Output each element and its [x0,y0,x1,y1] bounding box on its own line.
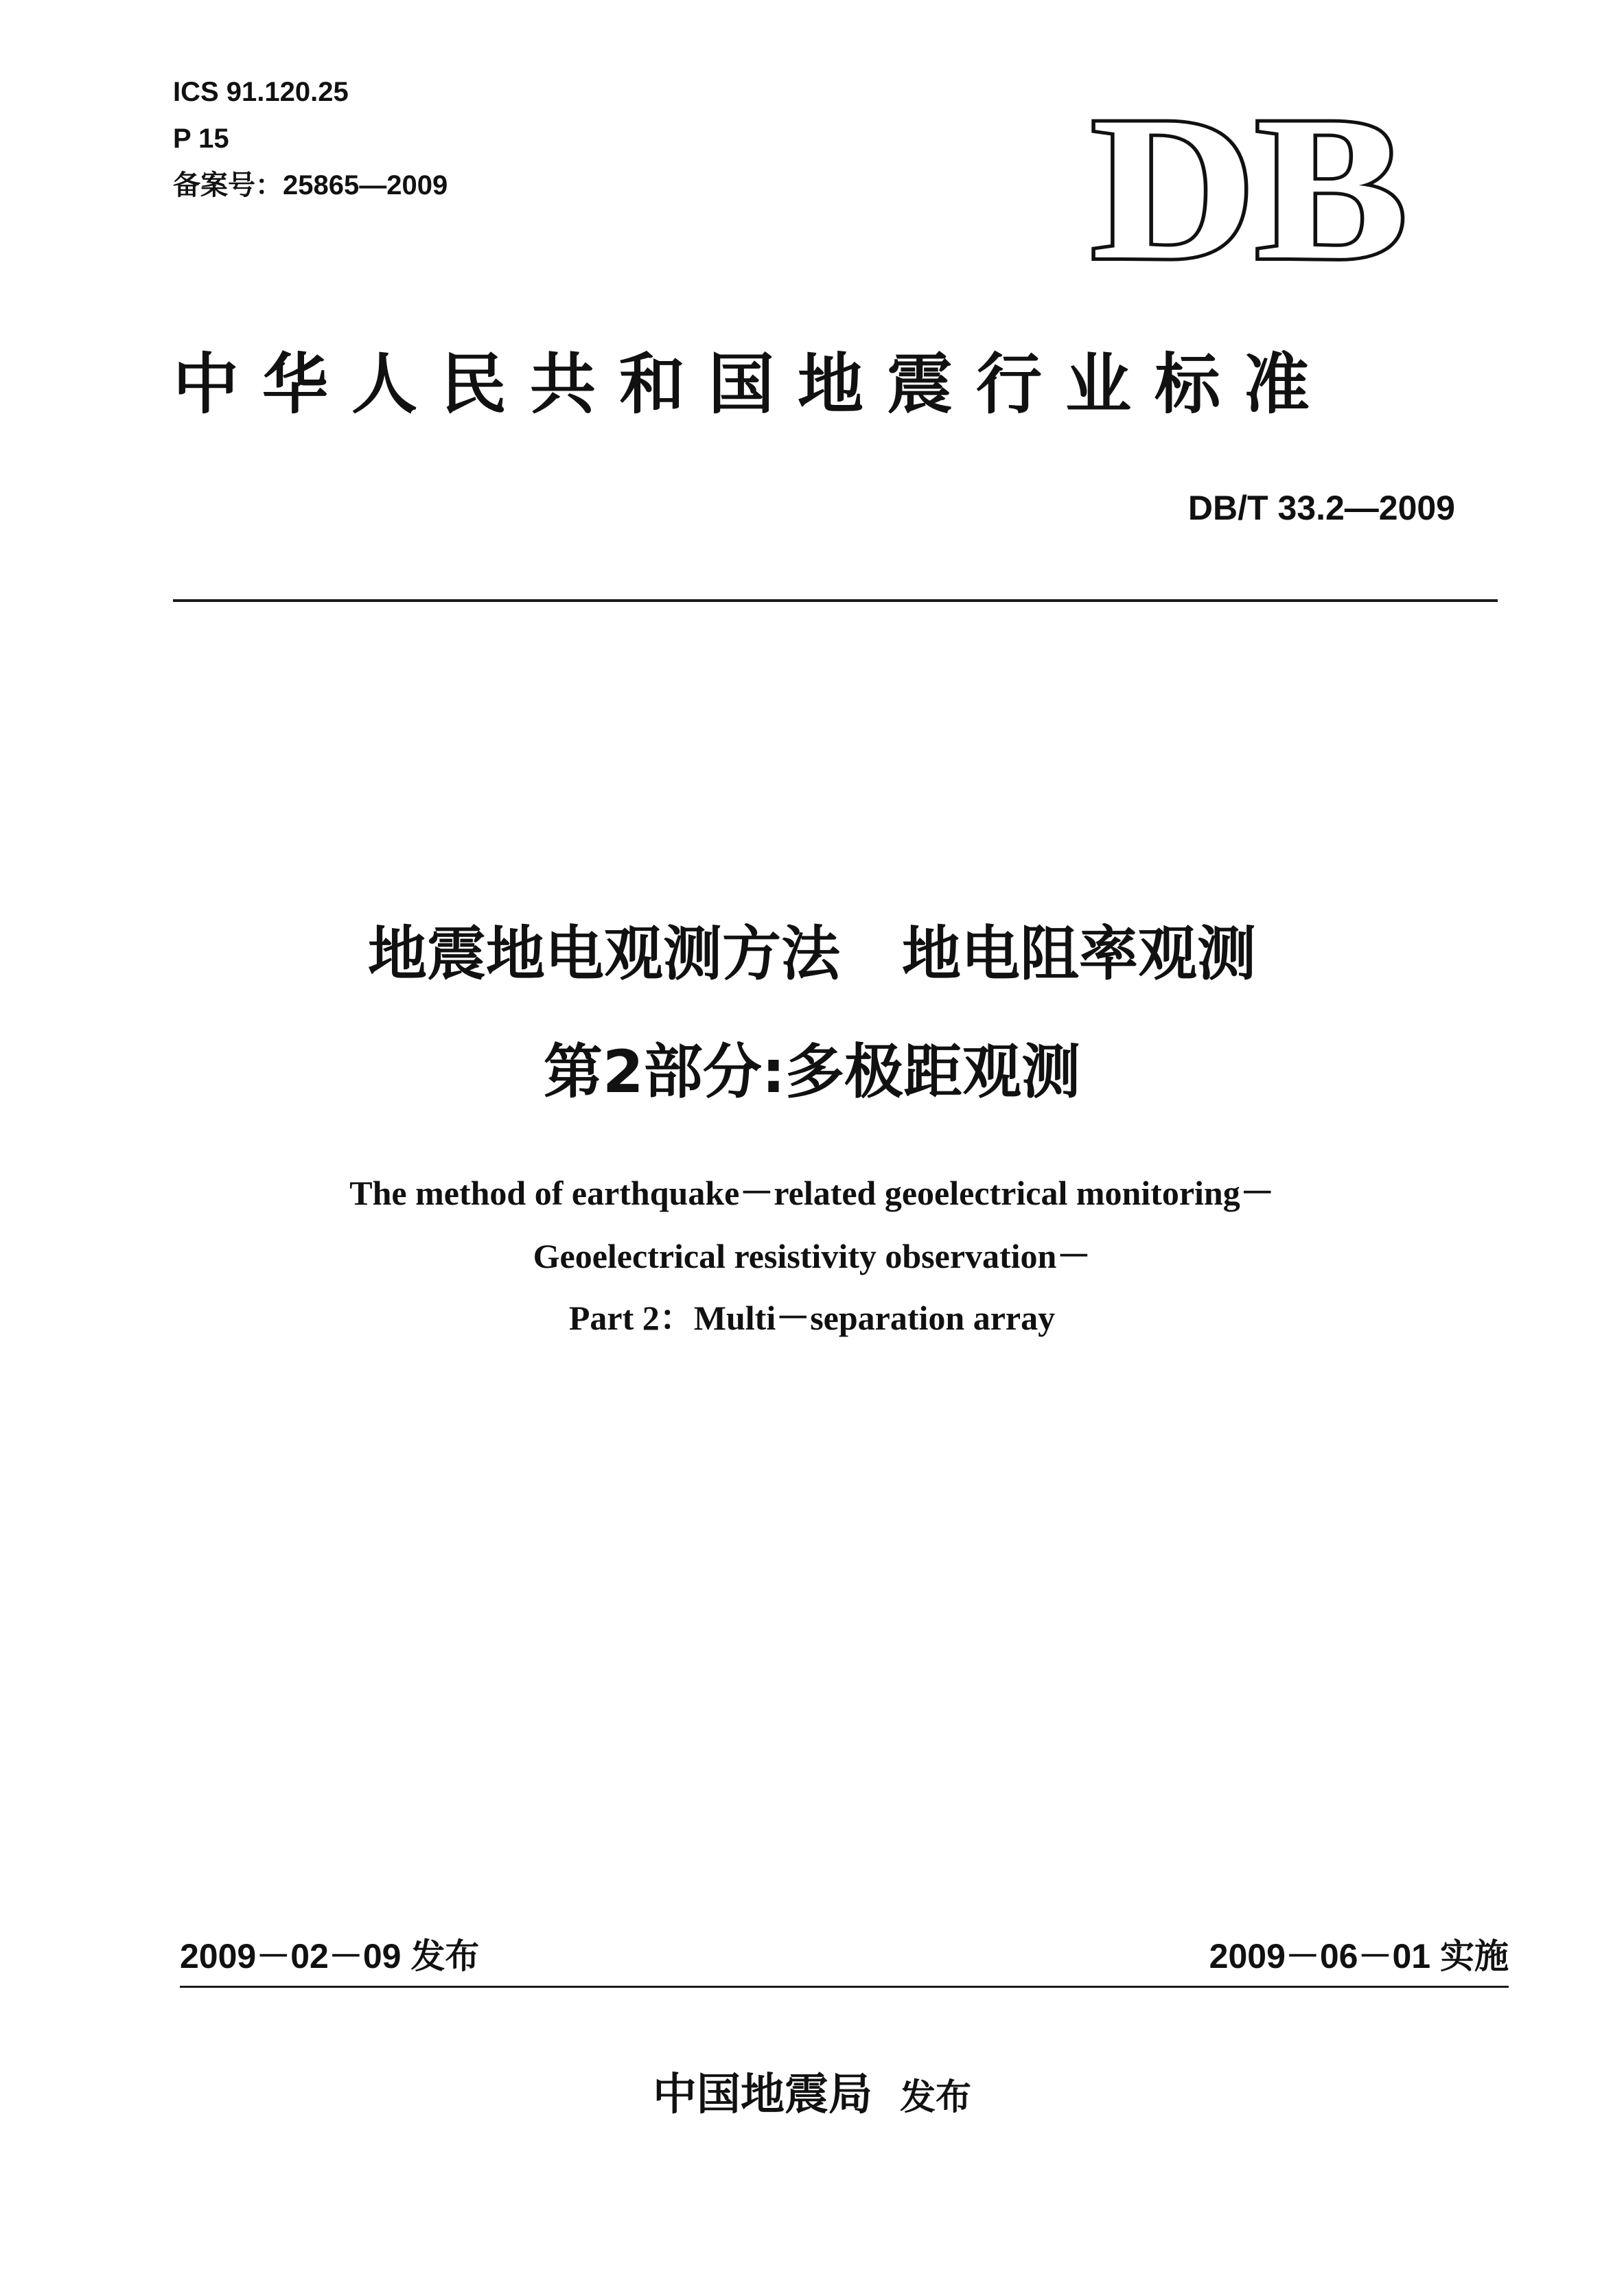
chinese-title-line-1 [0,918,1624,990]
english-title-line-1: The method of earthquake－related geoelectrical monitoring－ [349,1174,1275,1212]
record-number: 备案号：25865—2009 [173,170,448,200]
db-logo [1078,103,1421,275]
english-title-line-2: Geoelectrical resistivity observation－ [533,1237,1091,1275]
publisher [0,2067,1624,2125]
implementation-date: 2009－06－01 实施 [1209,1937,1509,1975]
chinese-title-part-2: 地电阻率观测 [902,920,1256,988]
publisher-name: 中国地震局 [652,2069,872,2120]
standard-category-title: 中华人民共和国地震行业标准 [173,345,1333,423]
db-logo-text: DB [1091,103,1407,275]
publisher-suffix: 发布 [899,2077,971,2118]
standard-number: DB/T 33.2—2009 [1187,489,1455,527]
english-title-line-3: Part 2：Multi－separation array [568,1299,1056,1337]
ics-code: ICS 91.120.25 [173,77,349,107]
issue-date: 2009－02－09 发布 [180,1937,480,1975]
chinese-title-part-1: 地震地电观测方法 [368,920,840,988]
chinese-title-line-2: 第2部分:多极距观测 [543,1038,1081,1106]
bottom-divider [180,1986,1509,1988]
top-divider [173,599,1498,602]
classification-code: P 15 [173,124,229,154]
